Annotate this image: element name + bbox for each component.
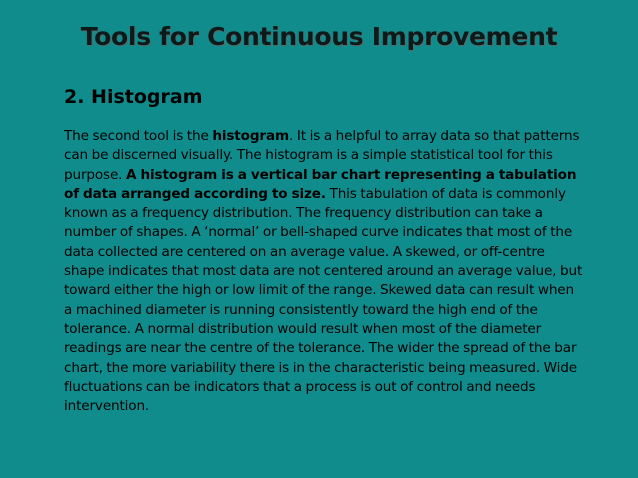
sentence-text: . It is a helpful to array data so that patterns can be discerned visually. The histogram is a simple statistical tool for this purpose. bbox=[64, 128, 580, 183]
body-paragraph bbox=[64, 127, 584, 416]
remainder-text: This tabulation of data is commonly known as a frequency distribution. The frequency distribution can take a number of shapes. A ‘normal’ or bell-shaped curve indicates that most of the data collected are centered on an average value. A skewed, or off-centre shape indicates that most data are not centered around an average value, but toward either the high or low limit of the range. Skewed data can result when a machined diameter is running consistently toward the high end of the tolerance. A normal distribution would result when most of the diameter readings are near the centre of the tolerance. The wider the spread of the bar chart, the more variability there is in the characteristic being measured. Wide fluctuations can be indicators that a process is out of control and needs intervention. bbox=[64, 185, 583, 415]
section-heading: 2. Histogram bbox=[64, 86, 203, 108]
slide-title: Tools for Continuous Improvement bbox=[80, 22, 558, 51]
intro-text: The second tool is the bbox=[64, 128, 213, 144]
term-histogram: histogram bbox=[212, 128, 290, 144]
definition-text: A histogram is a vertical bar chart representing a tabulation of data arranged according to size. bbox=[64, 166, 577, 202]
